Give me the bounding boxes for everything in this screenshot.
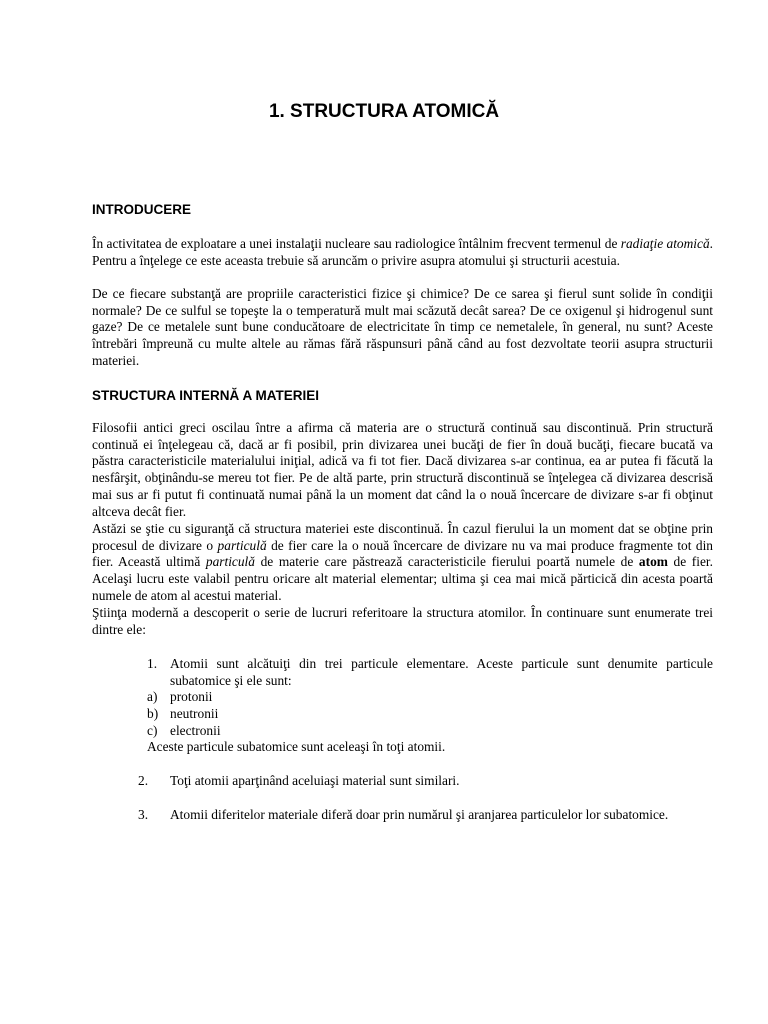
structura-paragraph-3: Ştiinţa modernă a descoperit o serie de lucruri referitoare la structura atomilor. În continuare sunt enumerate trei dintre ele: <box>92 605 713 637</box>
term-radiatie-atomica: radiaţie atomică <box>620 236 710 251</box>
structura-paragraph-2 <box>92 521 713 605</box>
intro-text: În activitatea de exploatare a unei instalaţii nucleare sau radiologice întâlnim frecvent termenul de <box>92 236 621 251</box>
intro-text: . Pentru a înţelege ce este aceasta trebuie să aruncăm o privire asupra atomului şi structurii acestuia. <box>92 236 714 268</box>
section-heading-introducere: INTRODUCERE <box>92 202 192 217</box>
structura-text: de fier. Acelaşi lucru este valabil pentru oricare alt material elementar; ultima şi cea mai mică părticică din acesta poartă numele de atom al acestui material. <box>92 554 713 603</box>
sublist-item: electronii <box>170 723 221 738</box>
list-item-note: Aceste particule subatomice sunt aceleaşi în toţi atomii. <box>147 739 446 754</box>
sublist-label: c) <box>147 723 158 738</box>
section-heading-structura: STRUCTURA INTERNĂ A MATERIEI <box>92 388 319 403</box>
sublist-label: b) <box>147 706 159 721</box>
structura-text: de fier care la o nouă încercare de divizare nu va mai produce fragmente tot din fier. Această ultimă <box>92 537 713 570</box>
list-item-text: Atomii diferitelor materiale diferă doar prin numărul şi aranjarea particulelor lor subatomice. <box>170 807 669 822</box>
list-number: 2. <box>138 773 149 788</box>
list-item-text: Atomii sunt alcătuiţi din trei particule elementare. Aceste particule sunt denumite particule subatomice şi ele sunt: <box>170 656 713 688</box>
page-title: 1. STRUCTURA ATOMICĂ <box>268 101 500 122</box>
sublist-label: a) <box>147 689 158 704</box>
list-item-text: Toţi atomii aparţinând aceluiaşi material sunt similari. <box>170 773 460 788</box>
sublist-item: neutronii <box>170 706 219 721</box>
list-number: 3. <box>138 807 149 822</box>
intro-paragraph-1 <box>92 236 713 269</box>
term-particula: particulă <box>217 537 267 553</box>
term-atom: atom <box>638 554 668 570</box>
term-particula: particulă <box>205 554 255 570</box>
structura-paragraph-1: Filosofii antici greci oscilau între a afirma că materia are o structură continuă sau discontinuă. Prin structură continuă ei înţelegeau că, dacă ar fi posibil, prin divizarea unei bucăţi de fier în două bucăţi, fiecare bucată va păstra caracteristicile materialului iniţial, adică va fi tot fier. Dacă divizarea s-ar continua, ea ar putea fi făcută la nesfârşit, obţinându-se mereu tot fier. Pe de altă parte, prin structură discontinuă se înţelegea că divizarea descrisă mai sus ar fi putut fi continuată numai până la un moment dat când la o nouă încercare de divizare s-ar fi obţinut altceva decât fier. <box>92 420 713 519</box>
structura-text: Astăzi se ştie cu siguranţă că structura materiei este discontinuă. În cazul fierului la un moment dat se obţine prin procesul de divizare o <box>92 521 713 553</box>
sublist-item: protonii <box>170 689 213 704</box>
list-number: 1. <box>147 656 158 671</box>
structura-text: de materie care păstrează caracteristicile fierului poartă numele de <box>254 554 639 570</box>
intro-paragraph-2: De ce fiecare substanţă are propriile caracteristici fizice şi chimice? De ce sarea şi fierul sunt solide în condiţii normale? De ce sulful se topeşte la o temperatură mult mai scăzută decât sarea? De ce oxigenul şi hidrogenul sunt gaze? De ce metalele sunt bune conducătoare de electricitate în timp ce nemetalele, în general, nu sunt? Aceste întrebări împreună cu multe altele au rămas fără răspunsuri până când au fost dezvoltate teorii asupra structurii materiei. <box>92 286 713 368</box>
